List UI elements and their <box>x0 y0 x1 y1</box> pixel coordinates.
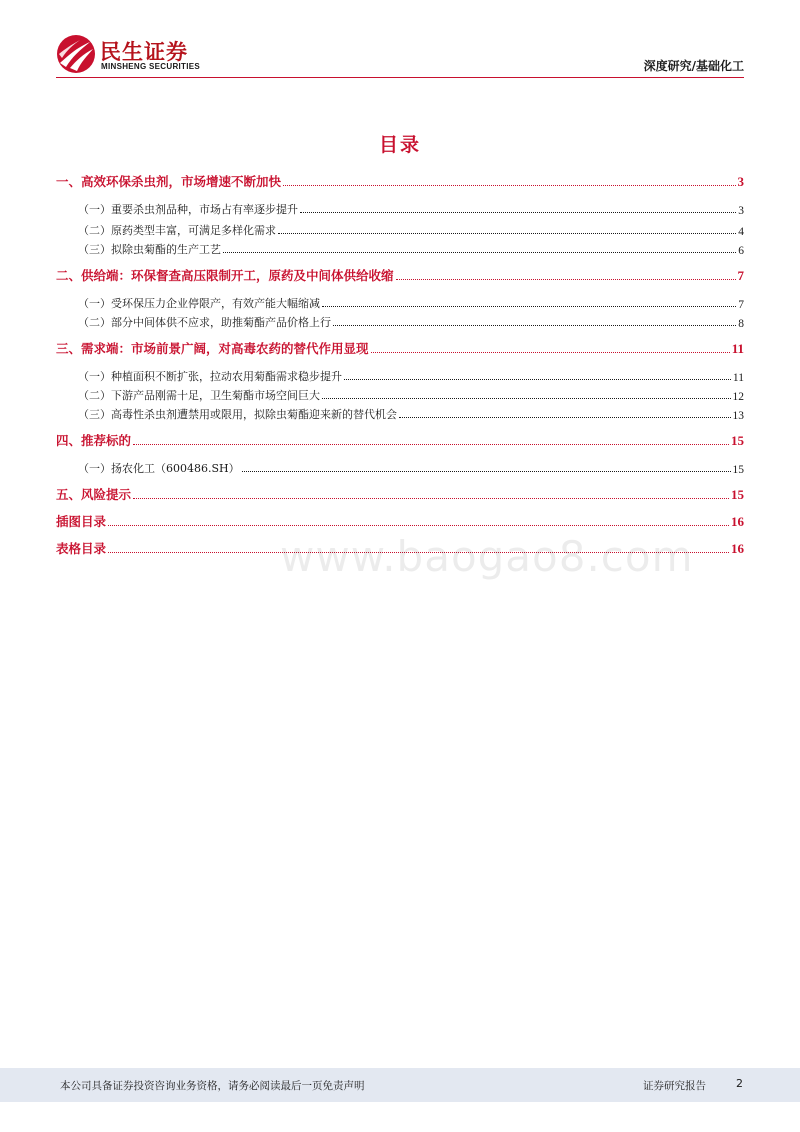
toc-subsection-entry[interactable] <box>78 293 744 311</box>
toc-subsection-entry[interactable] <box>78 404 744 422</box>
toc-subsection-entry[interactable] <box>78 312 744 330</box>
toc-entry-title: （三）拟除虫菊酯的生产工艺 <box>78 243 221 256</box>
toc-entry-title: （二）原药类型丰富，可满足多样化需求 <box>78 224 276 237</box>
toc-entry-page: 7 <box>737 268 744 283</box>
toc-subsection-entry[interactable] <box>78 199 744 217</box>
toc-entry-title: （一）扬农化工（600486.SH） <box>78 462 240 475</box>
toc-dot-leader <box>242 471 731 472</box>
toc-entry-page: 7 <box>738 299 744 311</box>
toc-entry-title: 二、供给端：环保督查高压限制开工，原药及中间体供给收缩 <box>56 268 394 283</box>
toc-entry-title: （二）下游产品刚需十足，卫生菊酯市场空间巨大 <box>78 389 320 402</box>
page-footer <box>0 1068 800 1102</box>
toc-dot-leader <box>333 325 736 326</box>
toc-section-entry[interactable] <box>56 266 744 284</box>
toc-entry-page: 6 <box>738 245 744 257</box>
header-divider <box>56 77 744 78</box>
page-header <box>0 0 800 80</box>
toc-section-entry[interactable] <box>56 431 744 449</box>
watermark: www.baogao8.com <box>280 532 694 581</box>
toc-dot-leader <box>371 352 730 353</box>
report-category: 深度研究/基础化工 <box>643 59 744 73</box>
toc-section-entry[interactable] <box>56 172 744 190</box>
toc-subsection-entry[interactable] <box>78 366 744 384</box>
toc-entry-title: 表格目录 <box>56 541 107 556</box>
toc-entry-page: 15 <box>732 464 744 476</box>
toc-entry-title: （三）高毒性杀虫剂遭禁用或限用，拟除虫菊酯迎来新的替代机会 <box>78 408 397 421</box>
company-logo <box>56 34 216 76</box>
toc-entry-page: 16 <box>731 514 744 529</box>
toc-dot-leader <box>344 379 731 380</box>
toc-entry-title: （二）部分中间体供不应求，助推菊酯产品价格上行 <box>78 316 331 329</box>
toc-dot-leader <box>223 252 736 253</box>
toc-dot-leader <box>399 417 731 418</box>
toc-entry-page: 12 <box>732 391 744 403</box>
toc-entry-page: 11 <box>731 341 744 356</box>
toc-entry-page: 11 <box>732 372 744 384</box>
toc-entry-title: 四、推荐标的 <box>56 433 132 448</box>
toc-dot-leader <box>278 233 736 234</box>
toc-subsection-entry[interactable] <box>78 385 744 403</box>
toc-entry-title: 一、高效环保杀虫剂，市场增速不断加快 <box>56 174 282 189</box>
toc-dot-leader <box>322 398 731 399</box>
toc-entry-title: （一）重要杀虫剂品种，市场占有率逐步提升 <box>78 203 298 216</box>
toc-dot-leader <box>300 212 736 213</box>
toc-entry-page: 13 <box>732 410 744 422</box>
toc-subsection-entry[interactable] <box>78 239 744 257</box>
toc-entry-title: （一）种植面积不断扩张，拉动农用菊酯需求稳步提升 <box>78 370 342 383</box>
toc-dot-leader <box>396 279 736 280</box>
toc-entry-page: 16 <box>731 541 744 556</box>
toc-entry-title: 三、需求端：市场前景广阔，对高毒农药的替代作用显现 <box>56 341 369 356</box>
toc-dot-leader <box>322 306 736 307</box>
toc-title: 目录 <box>378 134 421 156</box>
toc-section-entry[interactable] <box>56 512 744 530</box>
page-number: 2 <box>736 1077 743 1090</box>
footer-disclaimer: 本公司具备证券投资咨询业务资格，请务必阅读最后一页免责声明 <box>60 1080 365 1092</box>
toc-subsection-entry[interactable] <box>78 458 744 476</box>
minsheng-logo-icon <box>56 34 96 74</box>
toc-entry-page: 8 <box>738 318 744 330</box>
footer-report-type: 证券研究报告 <box>643 1080 706 1092</box>
toc-entry-page: 3 <box>737 174 744 189</box>
toc-entry-page: 4 <box>738 226 744 238</box>
toc-entry-page: 3 <box>738 205 744 217</box>
toc-entry-page: 15 <box>731 487 744 502</box>
toc-dot-leader <box>133 444 729 445</box>
toc-entry-page: 15 <box>731 433 744 448</box>
toc-dot-leader <box>283 185 735 186</box>
toc-section-entry[interactable] <box>56 339 744 357</box>
toc-section-entry[interactable] <box>56 485 744 503</box>
toc-entry-title: 插图目录 <box>56 514 107 529</box>
toc-dot-leader <box>133 498 729 499</box>
logo-english-name: MINSHENG SECURITIES <box>101 62 201 71</box>
logo-chinese-name: 民生证券 <box>100 40 188 64</box>
toc-subsection-entry[interactable] <box>78 220 744 238</box>
toc-entry-title: （一）受环保压力企业停限产，有效产能大幅缩减 <box>78 297 320 310</box>
toc-dot-leader <box>108 525 729 526</box>
toc-entry-title: 五、风险提示 <box>56 487 132 502</box>
